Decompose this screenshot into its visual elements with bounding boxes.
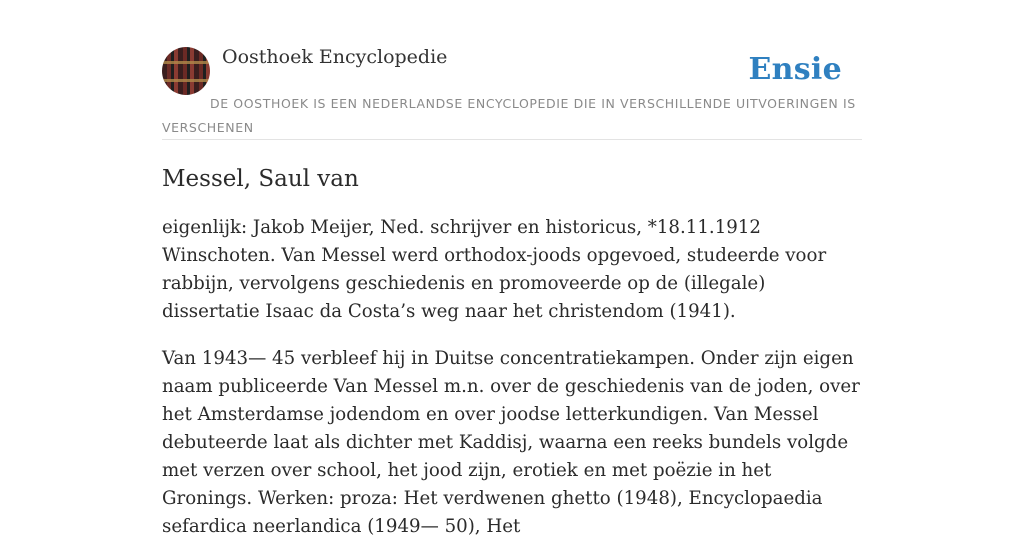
- article-paragraph: eigenlijk: Jakob Meijer, Ned. schrijver en historicus, *18.11.1912 Winschoten. Van Messel werd orthodox-joods opgevoed, studeerde voor rabbijn, vervolgens geschiedenis en promoveerde op de (illegale) dissertatie Isaac da Costa’s weg naar het christendom (1941).: [162, 217, 827, 322]
- article-title: Messel, Saul van: [162, 166, 359, 192]
- ensie-logo[interactable]: Ensie: [748, 52, 842, 87]
- book-spines-icon[interactable]: [162, 47, 210, 95]
- site-header: [162, 44, 862, 140]
- site-tagline: DE OOSTHOEK IS EEN NEDERLANDSE ENCYCLOPEDIE DIE IN VERSCHILLENDE UITVOERINGEN IS VERSCHENEN: [162, 96, 856, 135]
- site-name-link[interactable]: Oosthoek Encyclopedie: [222, 46, 448, 68]
- article-paragraph: Van 1943— 45 verbleef hij in Duitse concentratiekampen. Onder zijn eigen naam publiceerde Van Messel m.n. over de geschiedenis van de joden, over het Amsterdamse jodendom en over joodse letterkundigen. Van Messel debuteerde laat als dichter met Kaddisj, waarna een reeks bundels volgde met verzen over school, het jood zijn, erotiek en met poëzie in het Gronings. Werken: proza: Het verdwenen ghetto (1948), Encyclopaedia sefardica neerlandica (1949— 50), Het: [162, 348, 860, 537]
- header-divider: [162, 139, 862, 140]
- article: [162, 162, 862, 560]
